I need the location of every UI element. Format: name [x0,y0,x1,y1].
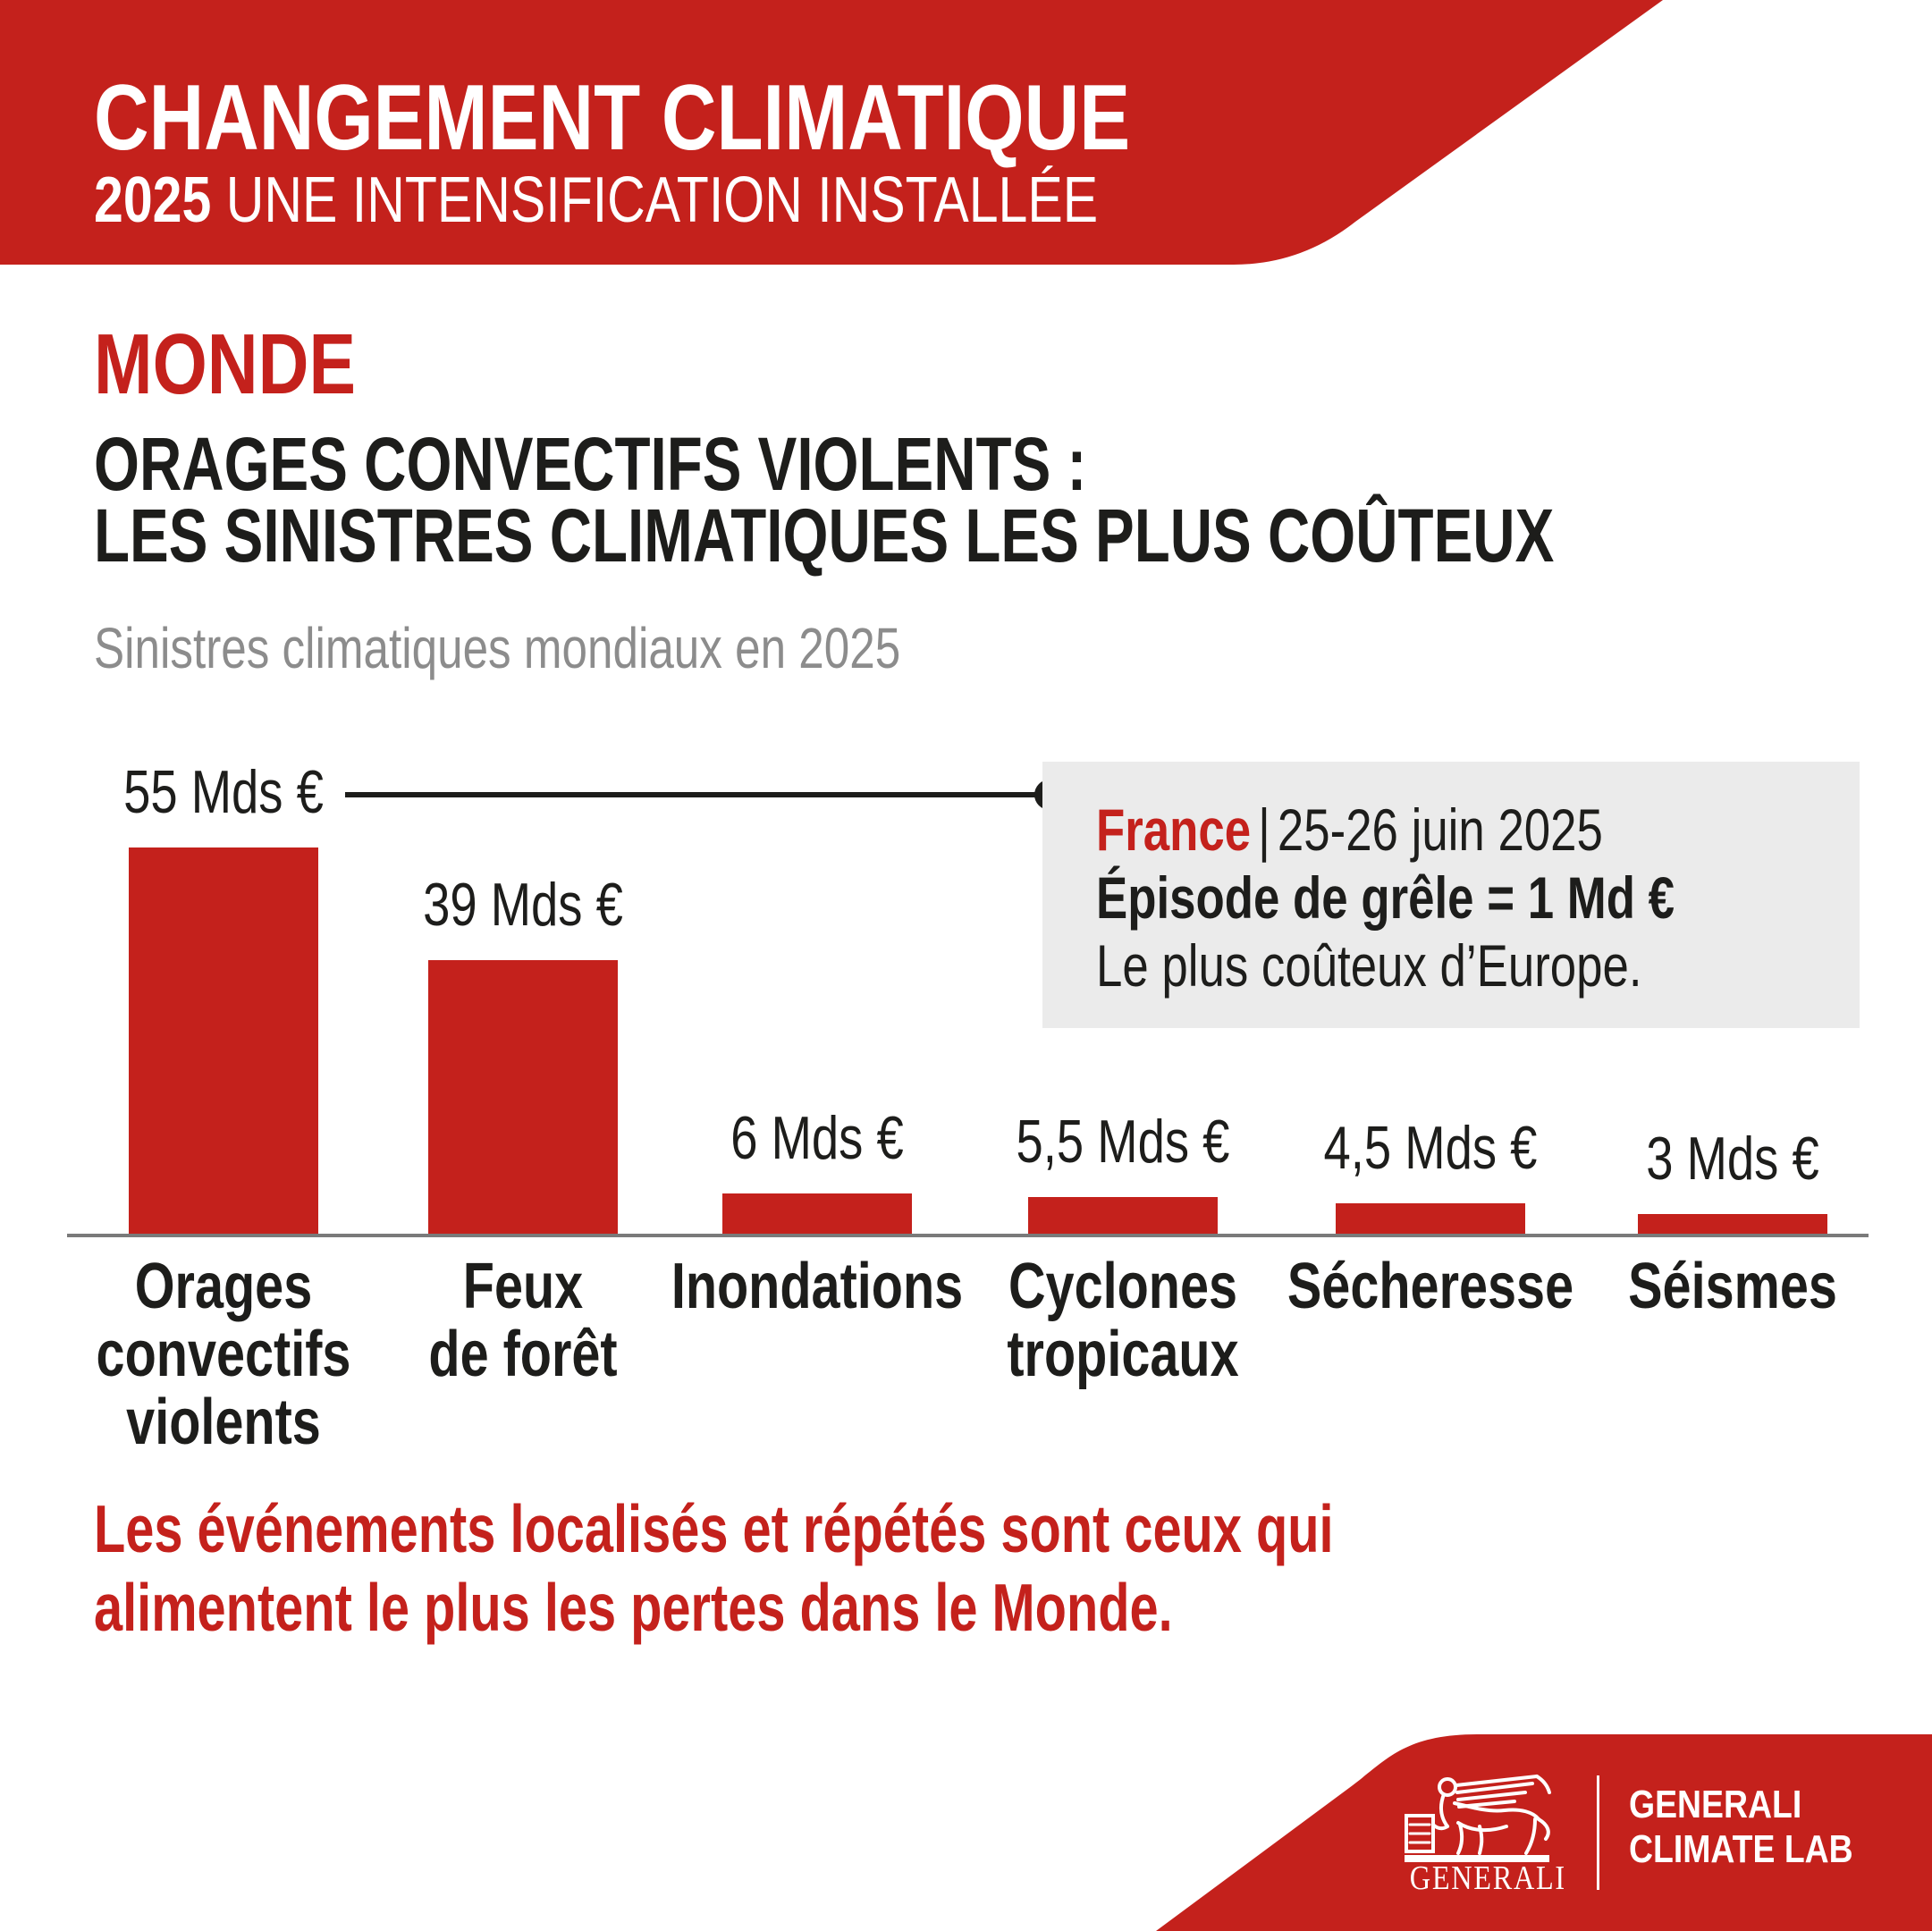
bar-value-label: 55 Mds € [123,758,324,826]
heading-line-1: ORAGES CONVECTIFS VIOLENTS : [94,422,1087,506]
section-heading [94,422,1932,578]
callout-country: France [1096,797,1252,863]
footnote [94,1489,1704,1647]
chart-subtitle: Sinistres climatiques mondiaux en 2025 [94,616,901,680]
chart-bar [428,960,618,1235]
bar-value-label: 5,5 Mds € [1016,1108,1230,1176]
category-label-line: Sécheresse [1287,1251,1574,1322]
callout-date: 25-26 juin 2025 [1277,797,1603,863]
chart-bar [1336,1203,1525,1235]
generali-wordmark: GENERALI [1409,1859,1566,1897]
section-kicker: MONDE [94,316,357,412]
category-label-line: convectifs [96,1319,351,1390]
category-label-line: tropicaux [1007,1319,1239,1390]
bar-value-label: 4,5 Mds € [1323,1114,1538,1182]
callout-line-1 [1096,796,1675,864]
category-label-line: Orages [134,1251,313,1322]
footer-separator-line [1597,1775,1599,1890]
subtitle-year: 2025 [94,164,212,236]
category-label [1547,1252,1919,1320]
callout-separator: | [1258,797,1270,863]
category-label-line: Séismes [1628,1251,1837,1322]
heading-line-2: LES SINISTRES CLIMATIQUES LES PLUS COÛTEUX [94,493,1555,578]
bar-value-label: 3 Mds € [1646,1125,1819,1193]
category-label-line: de forêt [428,1319,618,1390]
bar-value-label: 6 Mds € [730,1104,904,1172]
chart-bar [1028,1197,1218,1235]
callout-line-2: Épisode de grêle = 1 Md € [1096,864,1675,931]
chart-bar [722,1193,912,1235]
generali-lion-logo [1401,1773,1558,1866]
subtitle-rest: UNE INTENSIFICATION INSTALLÉE [211,164,1099,236]
page-subtitle [94,164,1099,236]
callout-line-3: Le plus coûteux d’Europe. [1096,932,1642,999]
chart-bar [129,847,318,1235]
category-label-line: Cyclones [1008,1251,1238,1322]
category-label-line: Feux [462,1251,584,1322]
bar-value-label: 39 Mds € [423,871,623,939]
chart-bar [1638,1214,1827,1235]
category-label-line: violents [126,1387,321,1458]
page-title: CHANGEMENT CLIMATIQUE [94,66,1131,170]
climate-lab-line-1: GENERALI [1629,1783,1802,1826]
footnote-line-1: Les événements localisés et répétés sont ceux qui [94,1491,1334,1566]
climate-lab-line-2: CLIMATE LAB [1629,1827,1853,1871]
category-label-line: Inondations [671,1251,964,1322]
x-axis-line [67,1234,1869,1237]
callout-connector-line [345,792,1050,797]
climate-lab-label [1629,1783,1893,1872]
callout-text [1096,796,1819,999]
footnote-line-2: alimentent le plus les pertes dans le Monde. [94,1570,1173,1645]
